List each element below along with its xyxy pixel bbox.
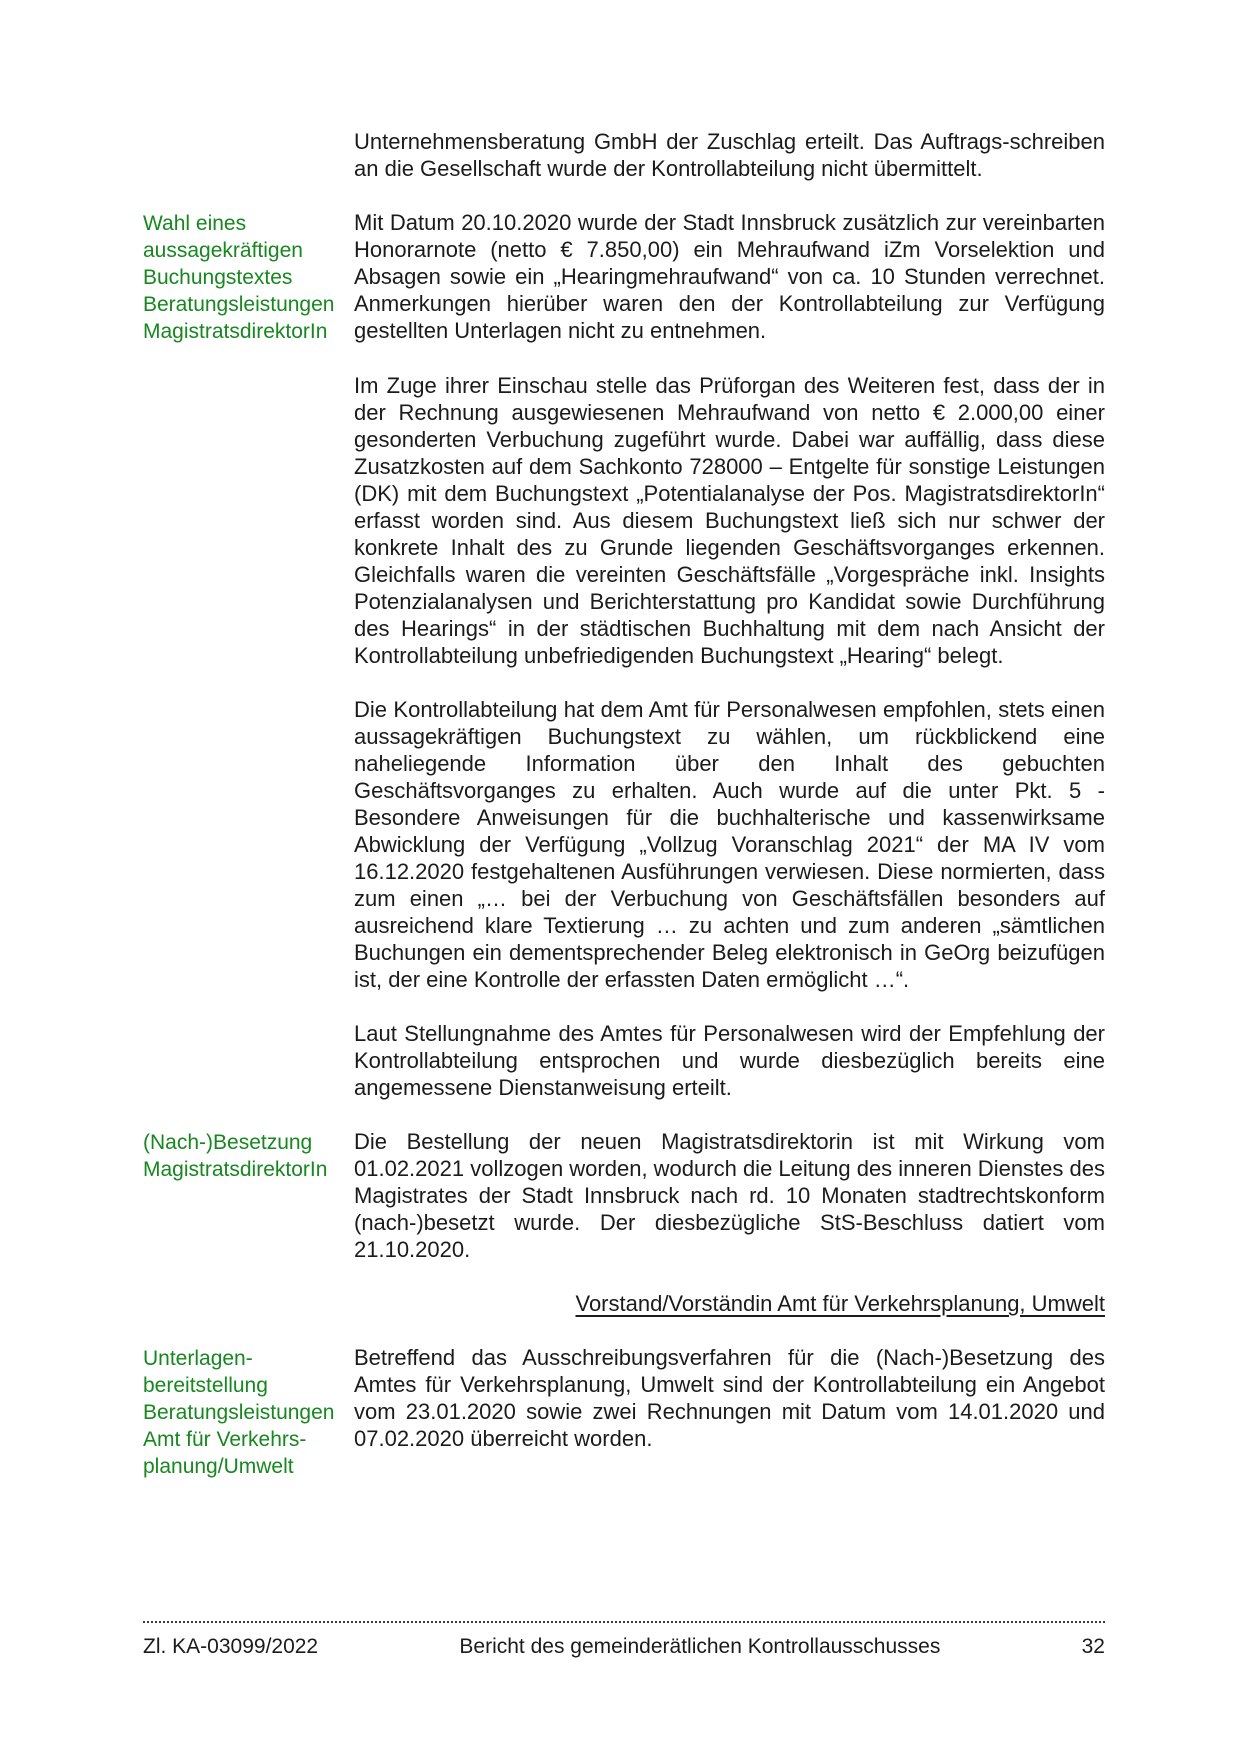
section-auftragsschreiben bbox=[143, 128, 1105, 182]
paragraph-unterlagen: Betreffend das Ausschreibungsverfahren für die (Nach-)Besetzung des Amtes für Verkehrsplanung, Umwelt sind der Kontrollabteilung ein Angebot vom 23.01.2020 sowie zwei Rechnungen mit Datum vom 14.01.2020 und 07.02.2020 überreicht worden. bbox=[354, 1345, 1105, 1451]
margin-label-empty bbox=[143, 372, 354, 669]
margin-label-empty bbox=[143, 128, 354, 182]
section-stellungnahme bbox=[143, 1020, 1105, 1101]
paragraph-einschau: Im Zuge ihrer Einschau stelle das Prüforgan des Weiteren fest, dass der in der Rechnung ausgewiesenen Mehraufwand von netto € 2.000,00 einer gesonderten Verbuchung zugeführt wurde. Dabei war auffällig, dass diese Zusatzkosten auf dem Sachkonto 728000 – Entgelte für sonstige Leistungen (DK) mit dem Buchungstext „Potentialanalyse der Pos. MagistratsdirektorIn“ erfasst worden sind. Aus diesem Buchungstext ließ sich nur schwer der konkrete Inhalt des zu Grunde liegenden Geschäftsvorganges erkennen. Gleichfalls waren die vereinten Geschäftsfälle „Vorgespräche inkl. Insights Potenzialanalysen und Berichterstattung pro Kandidat sowie Durchführung des Hearings“ in der städtischen Buchhaltung mit dem nach Ansicht der Kontrollabteilung unbefriedigenden Buchungstext „Hearing“ belegt. bbox=[354, 373, 1105, 668]
page-content bbox=[143, 128, 1105, 1507]
paragraph-stellungnahme: Laut Stellungnahme des Amtes für Personalwesen wird der Empfehlung der Kontrollabteilung entsprochen und wurde diesbezüglich bereits eine angemessene Dienstanweisung erteilt. bbox=[354, 1021, 1105, 1100]
paragraph-empfehlung: Die Kontrollabteilung hat dem Amt für Personalwesen empfohlen, stets einen aussagekräftigen Buchungstext zu wählen, um rückblickend eine naheliegende Information über den Inhalt des gebuchten Geschäftsvorganges zu erhalten. Auch wurde auf die unter Pkt. 5 - Besondere Anweisungen für die buchhalterische und kassenwirksame Abwicklung der Verfügung „Vollzug Voranschlag 2021“ der MA IV vom 16.12.2020 festgehaltenen Ausführungen verwiesen. Diese normierten, dass zum einen „… bei der Verbuchung von Geschäftsfällen besonders auf ausreichend klare Textierung … zu achten und zum anderen „sämtlichen Buchungen ein dementsprechender Beleg elektronisch in GeOrg beizufügen ist, der eine Kontrolle der erfassten Daten ermöglicht …“. bbox=[354, 697, 1105, 992]
section-nachbesetzung bbox=[143, 1128, 1105, 1263]
paragraph-auftragsschreiben: Unternehmensberatung GmbH der Zuschlag erteilt. Das Auftrags-schreiben an die Gesellschaft wurde der Kontrollabteilung nicht übermittelt. bbox=[354, 129, 1105, 181]
section-einschau bbox=[143, 372, 1105, 669]
footer-dotted-rule bbox=[143, 1621, 1105, 1623]
section-buchungstext-wahl bbox=[143, 209, 1105, 345]
section-unterlagen bbox=[143, 1344, 1105, 1480]
footer-report-title: Bericht des gemeinderätlichen Kontrollausschusses bbox=[459, 1635, 941, 1658]
margin-label-empty bbox=[143, 1020, 354, 1101]
footer-reference-number: Zl. KA-03099/2022 bbox=[143, 1635, 319, 1658]
paragraph-mehraufwand: Mit Datum 20.10.2020 wurde der Stadt Innsbruck zusätzlich zur vereinbarten Honorarnote (netto € 7.850,00) ein Mehraufwand iZm Vorselektion und Absagen sowie ein „Hearingmehraufwand“ von ca. 10 Stunden verrechnet. Anmerkungen hierüber waren den der Kontrollabteilung zur Verfügung gestellten Unterlagen nicht zu entnehmen. bbox=[354, 210, 1105, 343]
margin-label-buchungstext: Wahl eines aussagekräftigen Buchungstextes Beratungsleistungen MagistratsdirektorIn bbox=[143, 212, 335, 343]
footer-row bbox=[143, 1634, 1105, 1660]
footer-page-number: 32 bbox=[1081, 1635, 1105, 1658]
margin-label-empty bbox=[143, 696, 354, 993]
margin-label-nachbesetzung: (Nach-)Besetzung MagistratsdirektorIn bbox=[143, 1131, 328, 1181]
section-empfehlung bbox=[143, 696, 1105, 993]
page-footer bbox=[143, 1621, 1105, 1660]
paragraph-nachbesetzung: Die Bestellung der neuen Magistratsdirektorin ist mit Wirkung vom 01.02.2021 vollzogen worden, wodurch die Leitung des inneren Dienstes des Magistrates der Stadt Innsbruck nach rd. 10 Monaten stadtrechtskonform (nach-)besetzt wurde. Der diesbezügliche StS-Beschluss datiert vom 21.10.2020. bbox=[354, 1129, 1105, 1262]
margin-label-unterlagen: Unterlagen- bereitstellung Beratungsleistungen Amt für Verkehrs- planung/Umwelt bbox=[143, 1347, 335, 1478]
section-heading-vorstand: Vorstand/Vorständin Amt für Verkehrsplanung, Umwelt bbox=[575, 1291, 1105, 1316]
